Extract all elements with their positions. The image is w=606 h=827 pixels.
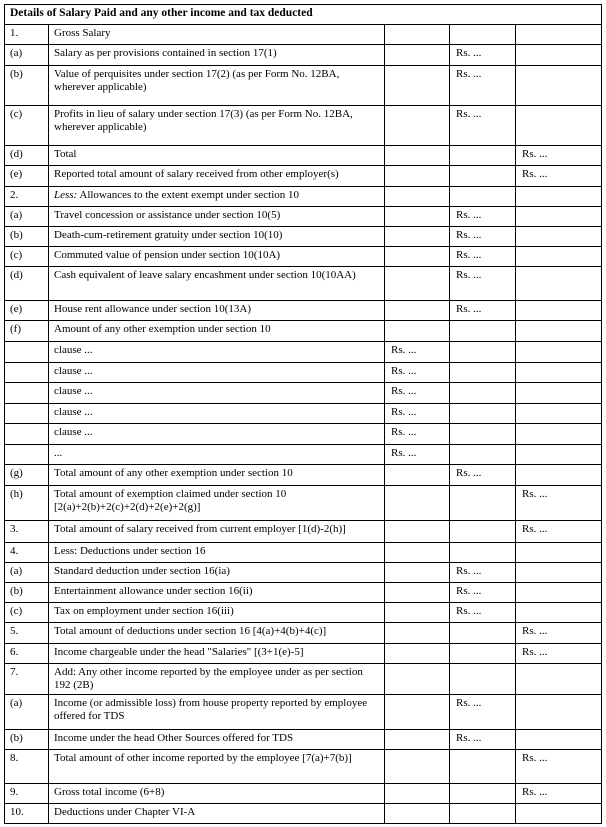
amount-cell-c2: Rs. ...	[450, 583, 516, 603]
amount-cell-c1	[385, 106, 450, 146]
row-description: Death-cum-retirement gratuity under section 10(10)	[49, 227, 385, 247]
amount-cell-c1	[385, 25, 450, 45]
table-row	[5, 166, 602, 187]
row-number	[5, 445, 49, 465]
row-number: 7.	[5, 664, 49, 695]
row-number: (c)	[5, 247, 49, 267]
amount-cell-c1	[385, 146, 450, 166]
row-description: clause ...	[49, 424, 385, 445]
row-description: House rent allowance under section 10(13A)	[49, 301, 385, 321]
amount-cell-c3: Rs. ...	[516, 623, 602, 644]
table-row	[5, 664, 602, 695]
row-description: Reported total amount of salary received from other employer(s)	[49, 166, 385, 187]
row-number: (b)	[5, 66, 49, 106]
amount-cell-c1	[385, 45, 450, 66]
amount-cell-c2: Rs. ...	[450, 45, 516, 66]
table-row	[5, 543, 602, 563]
row-description: Amount of any other exemption under section 10	[49, 321, 385, 342]
amount-cell-c2: Rs. ...	[450, 247, 516, 267]
amount-cell-c1: Rs. ...	[385, 342, 450, 363]
amount-cell-c3	[516, 730, 602, 750]
row-description: Travel concession or assistance under section 10(5)	[49, 207, 385, 227]
amount-cell-c2	[450, 404, 516, 424]
row-description-emphasis: Less:	[54, 189, 78, 201]
row-number: (c)	[5, 106, 49, 146]
amount-cell-c1: Rs. ...	[385, 445, 450, 465]
row-number: 10.	[5, 804, 49, 824]
table-row	[5, 445, 602, 465]
salary-details-table	[4, 4, 602, 824]
amount-cell-c3	[516, 424, 602, 445]
table-row	[5, 583, 602, 603]
table-row	[5, 804, 602, 824]
table-row	[5, 644, 602, 664]
row-description: Tax on employment under section 16(iii)	[49, 603, 385, 623]
table-row	[5, 25, 602, 45]
amount-cell-c3	[516, 664, 602, 695]
row-description: Total amount of other income reported by the employee [7(a)+7(b)]	[49, 750, 385, 784]
amount-cell-c3: Rs. ...	[516, 750, 602, 784]
table-row	[5, 563, 602, 583]
table-row	[5, 207, 602, 227]
row-number: 9.	[5, 784, 49, 804]
row-number: 8.	[5, 750, 49, 784]
amount-cell-c3	[516, 445, 602, 465]
amount-cell-c2	[450, 521, 516, 543]
amount-cell-c2	[450, 784, 516, 804]
amount-cell-c1	[385, 227, 450, 247]
row-description: ...	[49, 445, 385, 465]
amount-cell-c3	[516, 342, 602, 363]
table-row	[5, 404, 602, 424]
amount-cell-c1	[385, 664, 450, 695]
row-description: Add: Any other income reported by the employee under as per section 192 (2B)	[49, 664, 385, 695]
table-row	[5, 247, 602, 267]
amount-cell-c1	[385, 563, 450, 583]
amount-cell-c3: Rs. ...	[516, 784, 602, 804]
row-number: (d)	[5, 267, 49, 301]
amount-cell-c2	[450, 644, 516, 664]
table-title: Details of Salary Paid and any other income and tax deducted	[5, 5, 602, 25]
amount-cell-c3: Rs. ...	[516, 146, 602, 166]
amount-cell-c3	[516, 804, 602, 824]
row-number	[5, 404, 49, 424]
amount-cell-c2: Rs. ...	[450, 563, 516, 583]
amount-cell-c2	[450, 383, 516, 404]
row-description: Income under the head Other Sources offered for TDS	[49, 730, 385, 750]
amount-cell-c3	[516, 301, 602, 321]
table-row	[5, 383, 602, 404]
amount-cell-c2: Rs. ...	[450, 227, 516, 247]
amount-cell-c2	[450, 445, 516, 465]
amount-cell-c2: Rs. ...	[450, 66, 516, 106]
row-number: 6.	[5, 644, 49, 664]
amount-cell-c2	[450, 623, 516, 644]
amount-cell-c3	[516, 543, 602, 563]
amount-cell-c3	[516, 227, 602, 247]
table-row	[5, 227, 602, 247]
table-row	[5, 424, 602, 445]
amount-cell-c3: Rs. ...	[516, 166, 602, 187]
row-number: (a)	[5, 207, 49, 227]
row-description: Income (or admissible loss) from house property reported by employee offered for TDS	[49, 695, 385, 730]
table-row	[5, 267, 602, 301]
amount-cell-c1	[385, 521, 450, 543]
amount-cell-c1	[385, 583, 450, 603]
row-number: (g)	[5, 465, 49, 486]
amount-cell-c3: Rs. ...	[516, 644, 602, 664]
row-description: Salary as per provisions contained in section 17(1)	[49, 45, 385, 66]
amount-cell-c2: Rs. ...	[450, 106, 516, 146]
row-number	[5, 424, 49, 445]
table-row	[5, 695, 602, 730]
amount-cell-c2: Rs. ...	[450, 207, 516, 227]
amount-cell-c2	[450, 342, 516, 363]
amount-cell-c3	[516, 267, 602, 301]
table-row	[5, 45, 602, 66]
amount-cell-c2	[450, 486, 516, 521]
amount-cell-c2	[450, 187, 516, 207]
amount-cell-c3	[516, 404, 602, 424]
amount-cell-c3	[516, 363, 602, 383]
amount-cell-c2	[450, 363, 516, 383]
row-description: Total amount of any other exemption under section 10	[49, 465, 385, 486]
row-number: (a)	[5, 45, 49, 66]
amount-cell-c2: Rs. ...	[450, 695, 516, 730]
row-number: (c)	[5, 603, 49, 623]
row-description: Profits in lieu of salary under section 17(3) (as per Form No. 12BA, wherever applicable)	[49, 106, 385, 146]
table-row	[5, 521, 602, 543]
row-description: Total	[49, 146, 385, 166]
row-description: Total amount of salary received from current employer [1(d)-2(h)]	[49, 521, 385, 543]
row-number: (h)	[5, 486, 49, 521]
amount-cell-c2	[450, 750, 516, 784]
amount-cell-c1	[385, 66, 450, 106]
amount-cell-c1	[385, 247, 450, 267]
table-row	[5, 603, 602, 623]
amount-cell-c1	[385, 543, 450, 563]
row-number	[5, 363, 49, 383]
table-row	[5, 363, 602, 383]
amount-cell-c2	[450, 543, 516, 563]
row-number	[5, 342, 49, 363]
row-description: Value of perquisites under section 17(2) (as per Form No. 12BA, wherever applicable)	[49, 66, 385, 106]
row-number: 1.	[5, 25, 49, 45]
amount-cell-c1	[385, 750, 450, 784]
row-number: (a)	[5, 695, 49, 730]
table-row	[5, 623, 602, 644]
amount-cell-c2: Rs. ...	[450, 730, 516, 750]
row-number: (b)	[5, 583, 49, 603]
amount-cell-c3	[516, 187, 602, 207]
amount-cell-c2: Rs. ...	[450, 465, 516, 486]
row-description: Gross Salary	[49, 25, 385, 45]
row-description: Deductions under Chapter VI-A	[49, 804, 385, 824]
row-description: Entertainment allowance under section 16(ii)	[49, 583, 385, 603]
table-row	[5, 187, 602, 207]
row-description: Total amount of exemption claimed under section 10 [2(a)+2(b)+2(c)+2(d)+2(e)+2(g)]	[49, 486, 385, 521]
amount-cell-c1	[385, 784, 450, 804]
row-description: Less: Deductions under section 16	[49, 543, 385, 563]
amount-cell-c3: Rs. ...	[516, 521, 602, 543]
row-number: 4.	[5, 543, 49, 563]
amount-cell-c1	[385, 465, 450, 486]
amount-cell-c1	[385, 301, 450, 321]
row-description: clause ...	[49, 363, 385, 383]
row-description: Commuted value of pension under section 10(10A)	[49, 247, 385, 267]
table-row	[5, 730, 602, 750]
amount-cell-c1	[385, 804, 450, 824]
amount-cell-c3	[516, 695, 602, 730]
row-description: clause ...	[49, 383, 385, 404]
table-row	[5, 321, 602, 342]
amount-cell-c1	[385, 603, 450, 623]
amount-cell-c1	[385, 730, 450, 750]
amount-cell-c2	[450, 664, 516, 695]
row-description: Cash equivalent of leave salary encashment under section 10(10AA)	[49, 267, 385, 301]
table-row	[5, 784, 602, 804]
amount-cell-c3	[516, 465, 602, 486]
row-number	[5, 383, 49, 404]
row-description: clause ...	[49, 342, 385, 363]
amount-cell-c1: Rs. ...	[385, 363, 450, 383]
row-number: (b)	[5, 730, 49, 750]
table-row	[5, 465, 602, 486]
table-row	[5, 66, 602, 106]
row-description: Standard deduction under section 16(ia)	[49, 563, 385, 583]
table-row	[5, 106, 602, 146]
amount-cell-c1	[385, 187, 450, 207]
amount-cell-c2: Rs. ...	[450, 301, 516, 321]
row-description: Less: Allowances to the extent exempt under section 10	[49, 187, 385, 207]
row-number: (a)	[5, 563, 49, 583]
amount-cell-c1	[385, 644, 450, 664]
amount-cell-c1	[385, 321, 450, 342]
table-row	[5, 486, 602, 521]
row-number: (b)	[5, 227, 49, 247]
amount-cell-c1	[385, 166, 450, 187]
row-description: clause ...	[49, 404, 385, 424]
table-row	[5, 146, 602, 166]
amount-cell-c1	[385, 695, 450, 730]
amount-cell-c2	[450, 321, 516, 342]
amount-cell-c2	[450, 25, 516, 45]
row-number: 5.	[5, 623, 49, 644]
row-number: (e)	[5, 301, 49, 321]
amount-cell-c1: Rs. ...	[385, 424, 450, 445]
amount-cell-c1	[385, 207, 450, 227]
row-description: Income chargeable under the head "Salaries" [(3+1(e)-5]	[49, 644, 385, 664]
amount-cell-c2: Rs. ...	[450, 267, 516, 301]
amount-cell-c1	[385, 486, 450, 521]
table-row	[5, 342, 602, 363]
amount-cell-c3	[516, 207, 602, 227]
amount-cell-c1: Rs. ...	[385, 383, 450, 404]
amount-cell-c3	[516, 66, 602, 106]
amount-cell-c2: Rs. ...	[450, 603, 516, 623]
amount-cell-c3: Rs. ...	[516, 486, 602, 521]
amount-cell-c2	[450, 166, 516, 187]
table-row	[5, 301, 602, 321]
row-number: 2.	[5, 187, 49, 207]
row-number: (f)	[5, 321, 49, 342]
table-row	[5, 750, 602, 784]
row-number: (e)	[5, 166, 49, 187]
amount-cell-c2	[450, 424, 516, 445]
amount-cell-c2	[450, 146, 516, 166]
amount-cell-c2	[450, 804, 516, 824]
row-description: Total amount of deductions under section 16 [4(a)+4(b)+4(c)]	[49, 623, 385, 644]
amount-cell-c1	[385, 623, 450, 644]
amount-cell-c3	[516, 45, 602, 66]
amount-cell-c3	[516, 563, 602, 583]
row-number: (d)	[5, 146, 49, 166]
amount-cell-c1	[385, 267, 450, 301]
amount-cell-c1: Rs. ...	[385, 404, 450, 424]
amount-cell-c3	[516, 321, 602, 342]
amount-cell-c3	[516, 247, 602, 267]
amount-cell-c3	[516, 106, 602, 146]
row-description: Gross total income (6+8)	[49, 784, 385, 804]
amount-cell-c3	[516, 583, 602, 603]
amount-cell-c3	[516, 383, 602, 404]
row-number: 3.	[5, 521, 49, 543]
amount-cell-c3	[516, 603, 602, 623]
amount-cell-c3	[516, 25, 602, 45]
table-header-row	[5, 5, 602, 25]
